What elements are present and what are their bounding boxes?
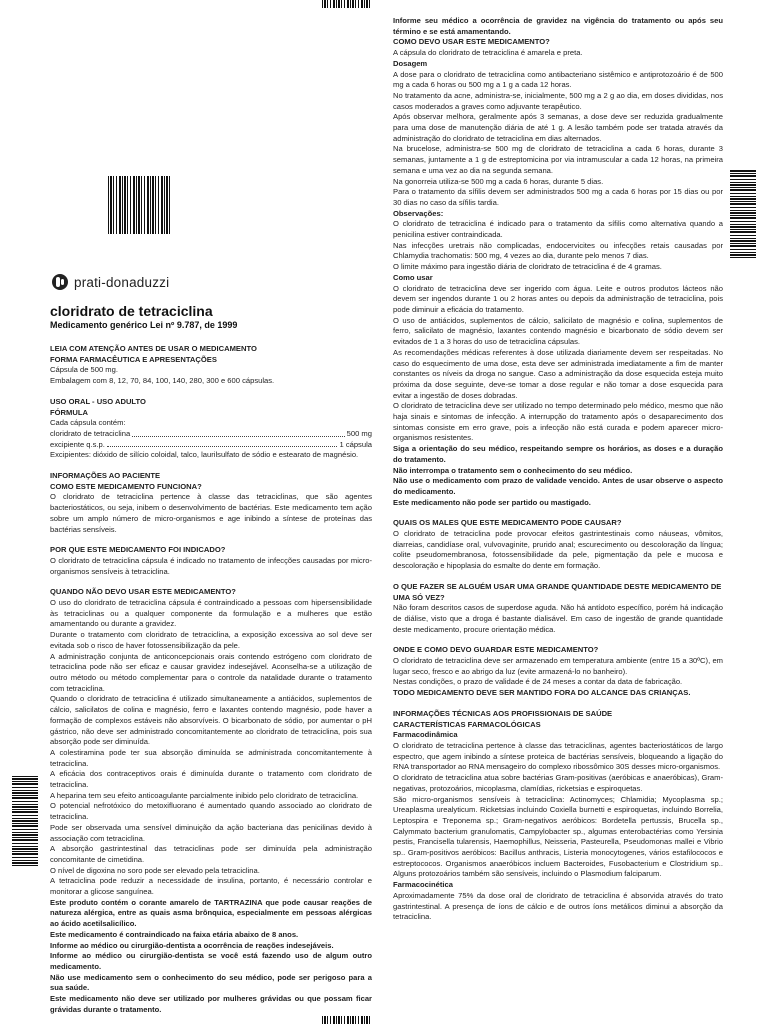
dosagem-paragraph: Após observar melhora, geralmente após 3 semanas, a dose deve ser reduzida gradualmente para uma dose de manutenção diária de até 1 g. A lesão também pode ser tratada através da administração do cloridrato de tetraciclina em dias alternados. xyxy=(393,112,723,143)
uso-heading: USO ORAL - USO ADULTO xyxy=(50,396,146,406)
como-usar-bold: Não use o medicamento com prazo de validade vencido. Antes de usar observe o aspecto do medicamento. xyxy=(393,476,723,496)
farmacodinamica-paragraph: São micro-organismos sensíveis à tetraciclina: Actinomyces; Chlamidia; Mycoplasma sp.; Ureaplasma urealyticum. Ricketsias incluindo Coxiella burnetti e espiroquetas, incluindo Borrelia, Leptospira e Treponema sp.; Gram-negativos aeróbicos: Bordetella pertussis, Brucella sp., Calymmato bacterium granulomatis, Campylobacter sp., algumas enterobactérias como Yersinia pestis, Francisella tularensis, Haemophillus, Neisseria, Pasteurella, Pseudomonas mallei e Vibrio sp.. Gram-positivos aeróbicos: Bacillus anthracis, Listeria monocytogenes, vários estafilococos e estreptococos. Organismos anaeróbicos incluem Bacteroides, Fusobacterium e Clostridium sp.. Alguns protozoários também são sensíveis, incluindo o Plasmodium falciparum. xyxy=(393,794,723,879)
dosagem-paragraph: Para o tratamento da sífilis devem ser administrados 500 mg a cada 6 horas por 15 dias ou por 30 dias no caso da sífilis tardia. xyxy=(393,187,723,207)
warning-bold: Este produto contém o corante amarelo de TARTRAZINA que pode causar reações de natureza alérgica, entre as quais asma brônquica, especialmente em pessoas alérgicas ao ácido acetilsalicílico. xyxy=(50,897,372,929)
farmacodinamica-heading: Farmacodinâmica xyxy=(393,730,458,740)
dosagem-paragraph: No tratamento da acne, administra-se, inicialmente, 500 mg a 2 g ao dia, em doses divididas, nos casos moderados a graves como adjuvante terapêutico. xyxy=(393,90,723,111)
brand-name: prati-donaduzzi xyxy=(74,274,170,290)
quando-paragraph: Durante o tratamento com cloridrato de tetraciclina, a exposição excessiva ao sol deve ser evitada sob o risco de haver fotossensibilização da pele. xyxy=(50,630,372,650)
formula-line-1-name: cloridrato de tetraciclina xyxy=(50,428,131,438)
formula-heading: FÓRMULA xyxy=(50,407,88,417)
dosagem-paragraph: A dose para o cloridrato de tetraciclina como antibacteriano sistêmico e antiprotozoário é de 500 mg a cada 6 horas ou 500 mg a 1 g a cada 12 horas. xyxy=(393,69,723,90)
como-usar-bold: Este medicamento não pode ser partido ou mastigado. xyxy=(393,497,591,507)
formula-line-1-value: 500 mg xyxy=(346,428,372,438)
quando-paragraph: A tetraciclina pode reduzir a necessidade de insulina, portanto, é necessário controlar e monitorar a glicose sanguínea. xyxy=(50,876,372,897)
guardar-heading: ONDE E COMO DEVO GUARDAR ESTE MEDICAMENTO? xyxy=(393,645,599,655)
forma-line: Cápsula de 500 mg. xyxy=(50,365,118,375)
left-column xyxy=(50,344,372,1015)
formula-line-2-value: 1 cápsula xyxy=(339,439,372,449)
dosagem-paragraph: Na brucelose, administra-se 500 mg de cloridrato de tetraciclina a cada 6 horas, durante 3 semanas, juntamente a 1 g de estreptomicina por via intramuscular a cada 12 horas, na primeira semana e uma vez ao dia na segunda semana. xyxy=(393,144,723,175)
formula-line-1 xyxy=(50,429,372,440)
warning-bold: Informe ao médico ou cirurgião-dentista se você está fazendo uso de algum outro medicamento. xyxy=(50,951,372,971)
farmacodinamica-paragraph: O cloridrato de tetraciclina pertence à classe das tetraciclinas, agentes bacteriostáticos de largo espectro, que agem inibindo a síntese proteica de bactérias sensíveis, bloqueando a ligação do RNA transportador ao RNA mensageiro do complexo ribossômico 30S desses micro-organismos. xyxy=(393,741,723,772)
barcode-left-side xyxy=(12,776,38,866)
tecnicas-heading: INFORMAÇÕES TÉCNICAS AOS PROFISSIONAIS DE SAÚDE xyxy=(393,708,613,718)
forma-line: Embalagem com 8, 12, 70, 84, 100, 140, 280, 300 e 600 cápsulas. xyxy=(50,376,275,386)
guardar-bold: TODO MEDICAMENTO DEVE SER MANTIDO FORA DO ALCANCE DAS CRIANÇAS. xyxy=(393,688,691,698)
quando-paragraph: A administração conjunta de anticoncepcionais orais contendo estrógeno com cloridrato de tetraciclina pode não ser eficaz e causar gravidez indesejável. Aconselha-se a utilização de outro método ou método complementar para o controle da natalidade durante o tratamento com tetraciclina. xyxy=(50,651,372,693)
observacoes-paragraph: O limite máximo para ingestão diária de cloridrato de tetraciclina é de 4 gramas. xyxy=(393,262,662,272)
warning-bold: Informe ao médico ou cirurgião-dentista a ocorrência de reações indesejáveis. xyxy=(50,940,334,950)
dosagem-paragraph: Na gonorreia utiliza-se 500 mg a cada 6 horas, durante 5 dias. xyxy=(393,176,604,186)
porque-heading: POR QUE ESTE MEDICAMENTO FOI INDICADO? xyxy=(50,545,226,555)
superdose-text: Não foram descritos casos de superdose aguda. Não há antídoto específico, porém há indicação de diálise, visto que a droga é bastante dialisável. Em caso de ingestão de grande quantidade deste medicamento, procure orientação médica. xyxy=(393,603,723,634)
farmacocinetica-paragraph: Aproximadamente 75% da dose oral de cloridrato de tetraciclina é absorvida através do trato gastrintestinal. A presença de íons de cálcio e de outros íons metálicos diminui a absorção da tetraciclina. xyxy=(393,890,723,922)
como-usar-paragraph: As recomendações médicas referentes à dose utilizada diariamente devem ser respeitadas. No caso do esquecimento de uma dose, esta deve ser administrada imediatamente a fim de manter constantes os níveis da droga no sangue. Caso a administração da dose esquecida esteja muito próxima da dose seguinte, deve-se tomar a dose regular e não tomar a dose esquecida para evitar a ingestão de doses dobradas. xyxy=(393,347,723,400)
como-usar-subheading: Como usar xyxy=(393,272,433,282)
warning-bold: Este medicamento é contraindicado na faixa etária abaixo de 8 anos. xyxy=(50,929,299,939)
quando-paragraph: O nível de digoxina no soro pode ser elevado pela tetraciclina. xyxy=(50,865,260,875)
brand-logo-icon xyxy=(52,274,68,290)
formula-line-2 xyxy=(50,440,372,451)
farmacodinamica-paragraph: O cloridrato de tetraciclina atua sobre bactérias Gram-positivas (aeróbicas e anaeróbicas), Gram-negativas, protozoários, micoplasma, clamídias, ricketsias e espiroquetas. xyxy=(393,773,723,793)
observacoes-heading: Observações: xyxy=(393,208,444,218)
lead-heading: LEIA COM ATENÇÃO ANTES DE USAR O MEDICAMENTO xyxy=(50,344,257,353)
porque-text: O cloridrato de tetraciclina cápsula é indicado no tratamento de infecções causadas por micro-organismos sensíveis à tetraciclina. xyxy=(50,555,372,576)
observacoes-paragraph: O cloridrato de tetraciclina é indicado para o tratamento da sífilis como alternativa quando a penicilina estiver contraindicada. xyxy=(393,219,723,240)
males-text: O cloridrato de tetraciclina pode provocar efeitos gastrintestinais como náuseas, vômitos, diarreias, candidíase oral, vulvovaginite, prurido anal; escurecimento ou descoloração da língua; colite pseudomembranosa, fotossensibilidade da pele, pigmentação da pele e mucosa e descoloração e hipoplasia do esmalte do dente em formação. xyxy=(393,529,723,571)
product-subtitle: Medicamento genérico Lei nº 9.787, de 1999 xyxy=(50,320,238,330)
barcode-top-left xyxy=(108,176,170,234)
como-usar-heading: COMO DEVO USAR ESTE MEDICAMENTO? xyxy=(393,37,550,47)
como-usar-paragraph: O uso de antiácidos, suplementos de cálcio, salicilato de magnésio e colina, suplementos de ferro, salicilato de magnésio, laxantes contendo magnésio e bicarbonato de sódio devem ser evitados de 1 a 3 horas do uso de tetraciclina cápsulas. xyxy=(393,315,723,347)
quando-paragraph: A absorção gastrintestinal das tetraciclinas pode ser diminuída pela administração concomitante de cimetidina. xyxy=(50,844,372,864)
gravidez-warning: Informe seu médico a ocorrência de gravidez na vigência do tratamento ou após seu término e se está amamentando. xyxy=(393,16,723,36)
quando-paragraph: O potencial nefrotóxico do metoxifluorano é aumentado quando associado ao cloridrato de tetraciclina. xyxy=(50,801,372,822)
superdose-heading: O QUE FAZER SE ALGUÉM USAR UMA GRANDE QUANTIDADE DESTE MEDICAMENTO DE UMA SÓ VEZ? xyxy=(393,581,722,602)
quando-paragraph: O uso do cloridrato de tetraciclina cápsula é contraindicado a pessoas com hipersensibilidade às tetraciclinas ou a qualquer componente da formulação e a mulheres que estão amamentando ou durante a gravidez. xyxy=(50,598,372,629)
farmacocinetica-heading: Farmacocinética xyxy=(393,880,453,890)
como-usar-bold: Não interrompa o tratamento sem o conhecimento do seu médico. xyxy=(393,465,633,475)
warning-bold: Não use medicamento sem o conhecimento do seu médico, pode ser perigoso para a sua saúde. xyxy=(50,972,372,993)
dosagem-heading: Dosagem xyxy=(393,58,428,68)
observacoes-paragraph: Nas infecções uretrais não complicadas, endocervicites ou infecções retais causadas por Chlamydia trachomatis: 500 mg, 4 vezes ao dia, durante pelo menos 7 dias. xyxy=(393,240,723,261)
barcode-top-center xyxy=(322,0,370,8)
caracteristicas-heading: CARACTERÍSTICAS FARMACOLÓGICAS xyxy=(393,719,541,729)
como-funciona-text: O cloridrato de tetraciclina pertence à classe das tetraciclinas, que são agentes bacteriostáticos, ou seja, inibem o desenvolvimento de bactérias. Este medicamento tem ação sobre um amplo número de micro-organismos e age inibindo a síntese de proteínas das bactérias sensíveis. xyxy=(50,492,372,534)
formula-excipientes: Excipientes: dióxido de silício coloidal, talco, laurilsulfato de sódio e estearato de magnésio. xyxy=(50,450,359,460)
quando-paragraph: A eficácia dos contraceptivos orais é diminuída durante o tratamento com cloridrato de tetraciclina. xyxy=(50,769,372,790)
product-title: cloridrato de tetraciclina xyxy=(50,303,213,319)
males-heading: QUAIS OS MALES QUE ESTE MEDICAMENTO PODE CAUSAR? xyxy=(393,518,622,528)
brand xyxy=(52,274,169,290)
quando-paragraph: Pode ser observada uma sensível diminuição da ação bacteriana das penicilinas devido à associação com tetraciclina. xyxy=(50,822,372,843)
como-usar-bold: Siga a orientação do seu médico, respeitando sempre os horários, as doses e a duração do tratamento. xyxy=(393,444,723,464)
quando-heading: QUANDO NÃO DEVO USAR ESTE MEDICAMENTO? xyxy=(50,587,236,597)
barcode-bottom-center xyxy=(322,1016,370,1024)
barcode-right-side xyxy=(730,170,756,258)
right-column xyxy=(393,16,723,923)
como-usar-text: A cápsula do cloridrato de tetraciclina é amarela e preta. xyxy=(393,48,583,58)
forma-heading: FORMA FARMACÊUTICA E APRESENTAÇÕES xyxy=(50,354,217,364)
quando-paragraph: A colestiramina pode ter sua absorção diminuída se administrada concomitantemente à tetraciclina. xyxy=(50,747,372,768)
formula-line-2-name: excipiente q.s.p. xyxy=(50,439,105,449)
formula-intro: Cada cápsula contém: xyxy=(50,418,126,428)
como-usar-paragraph: O cloridrato de tetraciclina deve ser ingerido com água. Leite e outros produtos lácteos não devem ser ingendos durante 1 ou 2 horas antes ou depois da administração de tetraciclina, pois pode diminuir a eficácia do tratamento. xyxy=(393,283,723,314)
guardar-paragraph: Nestas condições, o prazo de validade é de 24 meses a contar da data de fabricação. xyxy=(393,677,683,687)
guardar-paragraph: O cloridrato de tetraciclina deve ser armazenado em temperatura ambiente (entre 15 a 30ºC), em lugar seco, fresco e ao abrigo da luz (evite armazená-lo no banheiro). xyxy=(393,656,723,676)
info-heading: INFORMAÇÕES AO PACIENTE xyxy=(50,471,161,481)
como-usar-paragraph: O cloridrato de tetraciclina deve ser utilizado no tempo determinado pelo médico, mesmo que não haja sinais e sintomas de infecção. A interrupção do tratamento após o desaparecimento dos sintomas consiste em erro grave, pois a infecção não está curada e podem aparecer micro-organismos resistentes. xyxy=(393,401,723,443)
como-funciona-heading: COMO ESTE MEDICAMENTO FUNCIONA? xyxy=(50,481,202,491)
warning-bold: Este medicamento não deve ser utilizado por mulheres grávidas ou que possam ficar grávidas durante o tratamento. xyxy=(50,994,372,1014)
quando-paragraph: Quando o cloridrato de tetraciclina é utilizado simultaneamente a antiácidos, suplementos de cálcio, salicilatos de colina e magnésio, ferro e laxantes contendo magnésio, pode haver a formação de complexos estáveis não absorvíveis. O bicarbonato de sódio, por aumentar o pH gástrico, não deve ser administrado concomitantemente ao cloridrato de tetraciclina, pois sua absorção pode ser diminuída. xyxy=(50,694,372,747)
quando-paragraph: A heparina tem seu efeito anticoagulante parcialmente inibido pelo cloridrato de tetraciclina. xyxy=(50,790,359,800)
